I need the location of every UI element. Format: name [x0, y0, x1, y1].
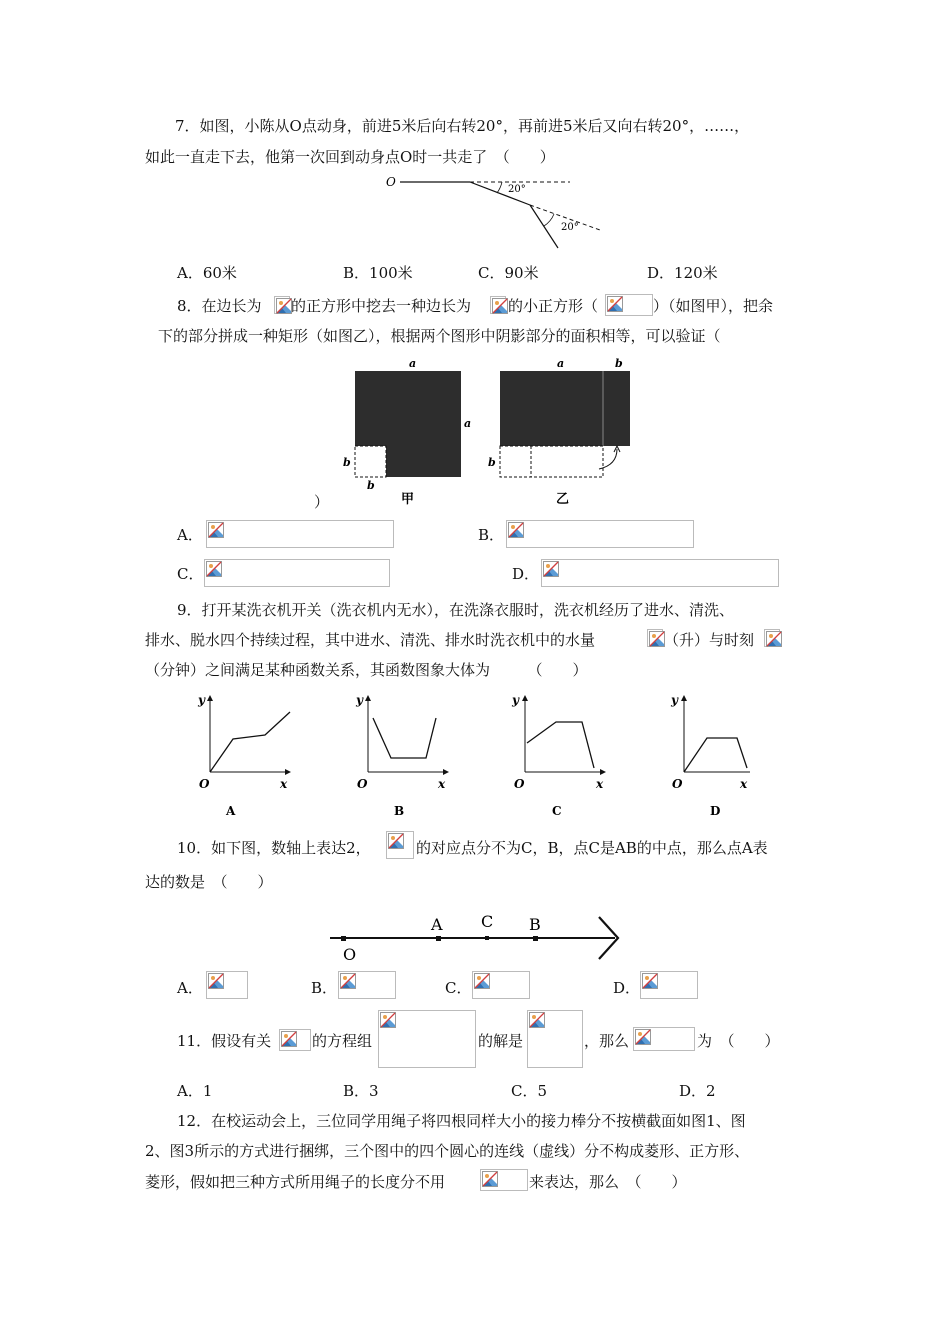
q7-line2: 如此一直走下去，他第一次回到动身点O时一共走了 （ ）	[145, 148, 555, 166]
q9-a-o: O	[199, 777, 210, 791]
q8-fig-a-right: a	[557, 357, 565, 370]
q8-fig-label-left: 甲	[401, 492, 415, 507]
q8-close-paren: ）	[314, 493, 330, 511]
q8-img-cond	[605, 294, 653, 316]
q8-fig-b-side: b	[343, 456, 351, 469]
q9-graph-c	[511, 693, 605, 818]
broken-image-icon	[607, 296, 623, 312]
q9-line3: （分钟）之间满足某种函数关系，其函数图象大体为 （ ）	[145, 661, 588, 679]
broken-image-icon	[492, 298, 508, 314]
broken-image-icon	[340, 973, 356, 989]
q12-line3b: 来表达，那么 （ ）	[529, 1173, 687, 1191]
q11-text-b: 的方程组	[312, 1032, 373, 1050]
q9-c-letter: C	[552, 804, 562, 818]
q10-label-o: O	[343, 945, 357, 964]
q10-label-b: B	[529, 915, 541, 934]
q12-img	[480, 1169, 528, 1191]
q8-option-d: D．	[512, 565, 540, 583]
q7-fig-o: O	[386, 175, 396, 189]
q9-a-y: y	[198, 693, 205, 707]
q11-text-c: 的解是	[478, 1032, 524, 1050]
q9-line2b: （升）与时刻	[664, 631, 755, 649]
broken-image-icon	[208, 973, 224, 989]
q11-img-expr	[633, 1027, 695, 1051]
q11-option-a: A．1	[177, 1082, 213, 1100]
q11-option-d: D．2	[679, 1082, 716, 1100]
q9-a-x: x	[280, 777, 288, 791]
q9-graph-a	[197, 693, 290, 818]
broken-image-icon	[482, 1171, 498, 1187]
q11-img-system	[378, 1010, 476, 1068]
q10-option-d: D．	[613, 979, 641, 997]
q8-img-a	[274, 296, 290, 314]
q9-d-x: x	[740, 777, 748, 791]
q9-d-y: y	[671, 693, 678, 707]
q9-c-o: O	[514, 777, 525, 791]
q10-number-line	[325, 905, 625, 967]
broken-image-icon	[508, 522, 524, 538]
q8-fig-b-bottom: b	[367, 479, 375, 492]
q10-option-d-img	[640, 971, 698, 999]
q11-option-b: B．3	[343, 1082, 379, 1100]
q9-line2a: 排水、脱水四个持续过程，其中进水、清洗、排水时洗衣机中的水量	[145, 631, 596, 649]
q9-graphs	[190, 688, 750, 823]
q8-fig-a-top: a	[409, 357, 417, 370]
q8-img-b	[490, 296, 506, 314]
q8-fig-b-right: b	[615, 357, 623, 370]
q10-line2: 达的数是 （ ）	[145, 873, 273, 891]
broken-image-icon	[206, 561, 222, 577]
q10-img	[386, 831, 414, 859]
q11-img-vars	[279, 1029, 311, 1051]
broken-image-icon	[649, 631, 665, 647]
broken-image-icon	[529, 1012, 545, 1028]
q9-d-letter: D	[710, 804, 721, 818]
q8-fig-b-right-side: b	[488, 456, 496, 469]
q9-c-y: y	[512, 693, 519, 707]
broken-image-icon	[766, 631, 782, 647]
q8-line2: 下的部分拼成一种矩形（如图乙），根据两个图形中阴影部分的面积相等，可以验证（	[158, 327, 721, 345]
broken-image-icon	[276, 298, 292, 314]
q10-line1a: 10．如下图，数轴上表达2，	[177, 839, 371, 857]
q9-a-letter: A	[226, 804, 236, 818]
q10-option-b-img	[338, 971, 396, 999]
broken-image-icon	[474, 973, 490, 989]
q11-img-solution	[527, 1010, 583, 1068]
q8-line1c: 的小正方形（	[508, 297, 599, 315]
broken-image-icon	[281, 1031, 297, 1047]
q8-fig-a-side: a	[464, 417, 472, 430]
q8-option-d-img	[541, 559, 779, 587]
broken-image-icon	[642, 973, 658, 989]
q12-line2: 2、图3所示的方式进行捆绑，三个图中的四个圆心的连线（虚线）分不构成菱形、正方形、	[145, 1142, 750, 1160]
q8-option-b-img	[506, 520, 694, 548]
broken-image-icon	[380, 1012, 396, 1028]
q9-b-o: O	[357, 777, 368, 791]
q9-graph-d	[670, 693, 750, 818]
q8-option-c-img	[204, 559, 390, 587]
q7-fig-angle1: 20°	[508, 184, 526, 195]
q8-fig-label-right: 乙	[556, 492, 570, 507]
q11-option-c: C．5	[511, 1082, 548, 1100]
q9-d-o: O	[672, 777, 683, 791]
q9-graph-b	[355, 693, 448, 818]
q7-option-c: C．90米	[478, 264, 539, 282]
q10-label-a: A	[431, 915, 443, 934]
q12-line1: 12．在校运动会上，三位同学用绳子将四根同样大小的接力棒分不按横截面如图1、图	[177, 1112, 746, 1130]
broken-image-icon	[635, 1029, 651, 1045]
broken-image-icon	[543, 561, 559, 577]
q7-option-b: B．100米	[343, 264, 413, 282]
q9-img-y	[647, 629, 663, 647]
q7-fig-angle2: 20°	[561, 222, 579, 233]
q9-b-letter: B	[394, 804, 405, 818]
q7-figure	[380, 172, 610, 254]
q10-label-c: C	[481, 912, 494, 931]
q8-option-a: A．	[177, 526, 203, 544]
broken-image-icon	[388, 833, 404, 849]
q10-line1b: 的对应点分不为C，B，点C是AB的中点，那么点A表	[416, 839, 768, 857]
q8-option-a-img	[206, 520, 394, 548]
q9-c-x: x	[596, 777, 604, 791]
q12-line3a: 菱形，假如把三种方式所用绳子的长度分不用	[145, 1173, 446, 1191]
q10-option-a-img	[206, 971, 248, 999]
q8-figure	[335, 355, 640, 510]
q8-line1d: ）（如图甲），把余	[653, 297, 774, 315]
q7-option-d: D．120米	[647, 264, 718, 282]
q9-img-x	[764, 629, 780, 647]
q10-option-b: B．	[311, 979, 338, 997]
q7-line1: 7．如图，小陈从O点动身，前进5米后向右转20°，再前进5米后又向右转20°，……，	[175, 117, 750, 135]
q8-line1b: 的正方形中挖去一种边长为	[291, 297, 472, 315]
q8-option-c: C．	[177, 565, 204, 583]
q10-option-a: A．	[177, 979, 203, 997]
q8-line1a: 8．在边长为	[177, 297, 262, 315]
q9-b-x: x	[438, 777, 446, 791]
q9-b-y: y	[356, 693, 363, 707]
q11-text-d: ，那么	[584, 1032, 630, 1050]
q10-option-c: C．	[445, 979, 472, 997]
q8-option-b: B．	[478, 526, 505, 544]
q10-option-c-img	[472, 971, 530, 999]
q9-line1: 9．打开某洗衣机开关（洗衣机内无水），在洗涤衣服时，洗衣机经历了进水、清洗、	[177, 601, 735, 619]
q11-text-a: 11．假设有关	[177, 1032, 272, 1050]
q11-text-e: 为 （ ）	[697, 1032, 780, 1050]
q7-option-a: A．60米	[177, 264, 237, 282]
broken-image-icon	[208, 522, 224, 538]
